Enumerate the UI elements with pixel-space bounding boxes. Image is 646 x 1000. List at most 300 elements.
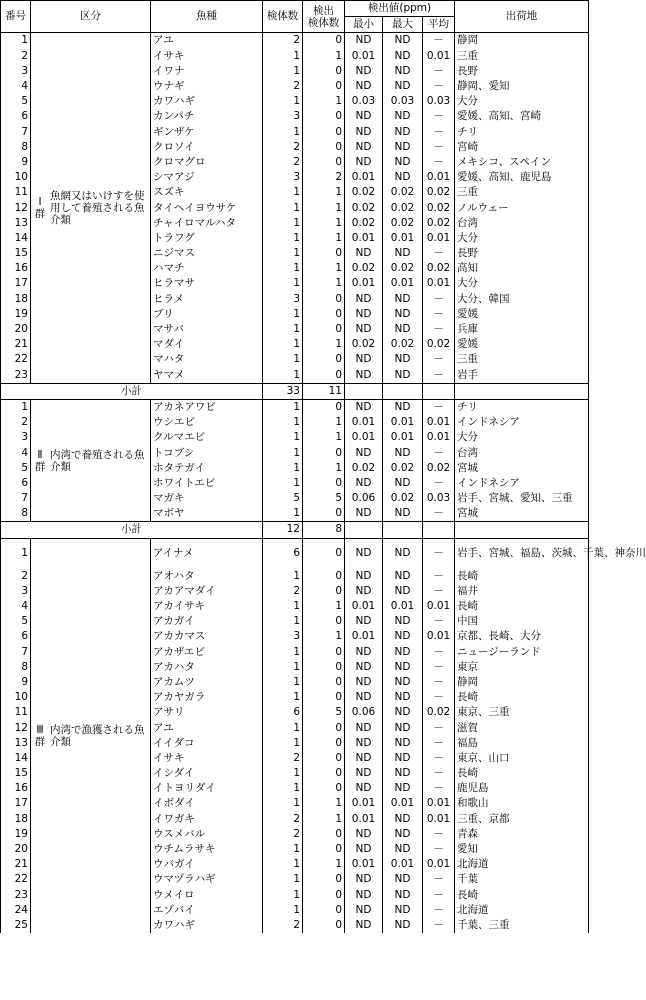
cell-min: 0.02 <box>345 216 383 231</box>
header-tested: 検体数 <box>263 1 303 33</box>
cell-origin: 東京、山口 <box>455 751 589 766</box>
cell-max: ND <box>383 445 423 460</box>
cell-species: トコブシ <box>151 445 263 460</box>
cell-min: ND <box>345 292 383 307</box>
cell-no: 6 <box>1 109 31 124</box>
cell-detected: 0 <box>303 476 345 491</box>
cell-species: スズキ <box>151 185 263 200</box>
cell-tested: 2 <box>263 827 303 842</box>
cell-avg: － <box>423 690 455 705</box>
cell-max: ND <box>383 751 423 766</box>
cell-max: 0.02 <box>383 216 423 231</box>
cell-avg: － <box>423 476 455 491</box>
cell-tested: 1 <box>263 476 303 491</box>
cell-min: 0.02 <box>345 200 383 215</box>
cell-no: 7 <box>1 491 31 506</box>
cell-species: イサキ <box>151 751 263 766</box>
cell-max: ND <box>383 49 423 64</box>
cell-avg: － <box>423 64 455 79</box>
table-body <box>1 33 646 933</box>
cell-tested: 1 <box>263 246 303 261</box>
cell-min: 0.02 <box>345 461 383 476</box>
cell-origin: 三重、京都 <box>455 812 589 827</box>
cell-avg: － <box>423 246 455 261</box>
cell-detected: 1 <box>303 49 345 64</box>
cell-avg: 0.02 <box>423 261 455 276</box>
cell-no: 4 <box>1 599 31 614</box>
cell-tested: 2 <box>263 155 303 170</box>
cell-no: 18 <box>1 292 31 307</box>
cell-species: ウメイロ <box>151 888 263 903</box>
cell-detected: 0 <box>303 720 345 735</box>
cell-detected: 1 <box>303 185 345 200</box>
cell-max: ND <box>383 645 423 660</box>
cell-avg: － <box>423 79 455 94</box>
cell-origin: 静岡 <box>455 33 589 49</box>
group-label-part: Ⅰ <box>38 196 42 209</box>
cell-detected: 0 <box>303 155 345 170</box>
cell-min: ND <box>345 109 383 124</box>
cell-avg: 0.03 <box>423 94 455 109</box>
cell-min: 0.01 <box>345 415 383 430</box>
cell-no: 9 <box>1 675 31 690</box>
cell-origin: インドネシア <box>455 476 589 491</box>
subtotal-tested: 33 <box>263 383 303 399</box>
cell-min: ND <box>345 352 383 367</box>
cell-max: 0.01 <box>383 231 423 246</box>
cell-detected: 0 <box>303 307 345 322</box>
cell-detected: 0 <box>303 246 345 261</box>
cell-avg: － <box>423 766 455 781</box>
cell-detected: 0 <box>303 445 345 460</box>
cell-max: ND <box>383 246 423 261</box>
subtotal-empty <box>383 383 423 399</box>
cell-avg: － <box>423 888 455 903</box>
cell-max: ND <box>383 140 423 155</box>
header-category: 区分 <box>31 1 151 33</box>
cell-species: カワハギ <box>151 918 263 933</box>
cell-origin: 長崎 <box>455 690 589 705</box>
cell-no: 22 <box>1 872 31 887</box>
cell-origin: 福島 <box>455 736 589 751</box>
cell-max: ND <box>383 736 423 751</box>
cell-species: イシダイ <box>151 766 263 781</box>
cell-tested: 1 <box>263 399 303 415</box>
cell-detected: 0 <box>303 584 345 599</box>
cell-avg: 0.02 <box>423 185 455 200</box>
cell-min: ND <box>345 827 383 842</box>
cell-avg: － <box>423 751 455 766</box>
cell-origin: 大分 <box>455 276 589 291</box>
cell-min: ND <box>345 660 383 675</box>
cell-no: 7 <box>1 125 31 140</box>
cell-max: 0.02 <box>383 491 423 506</box>
cell-tested: 1 <box>263 506 303 522</box>
group-description: 内湾で漁獲される魚介類 <box>50 723 145 748</box>
cell-min: ND <box>345 872 383 887</box>
cell-species: カンパチ <box>151 109 263 124</box>
cell-min: ND <box>345 140 383 155</box>
cell-detected: 0 <box>303 292 345 307</box>
cell-no: 9 <box>1 155 31 170</box>
cell-species: アユ <box>151 33 263 49</box>
cell-no: 23 <box>1 368 31 384</box>
cell-tested: 6 <box>263 538 303 569</box>
cell-species: チャイロマルハタ <box>151 216 263 231</box>
cell-tested: 1 <box>263 675 303 690</box>
cell-detected: 0 <box>303 538 345 569</box>
group-description: 魚網又はいけすを使用して養殖される魚介類 <box>50 190 145 227</box>
cell-no: 15 <box>1 246 31 261</box>
cell-max: 0.01 <box>383 430 423 445</box>
cell-origin: 愛媛、高知、宮崎 <box>455 109 589 124</box>
cell-min: 0.01 <box>345 170 383 185</box>
cell-no: 17 <box>1 276 31 291</box>
cell-avg: － <box>423 842 455 857</box>
cell-max: ND <box>383 918 423 933</box>
cell-no: 15 <box>1 766 31 781</box>
cell-no: 8 <box>1 506 31 522</box>
cell-avg: 0.01 <box>423 599 455 614</box>
cell-origin: 長崎 <box>455 766 589 781</box>
cell-species: アカアマダイ <box>151 584 263 599</box>
cell-no: 1 <box>1 399 31 415</box>
cell-species: クロマグロ <box>151 155 263 170</box>
cell-origin: 台湾 <box>455 445 589 460</box>
cell-tested: 1 <box>263 796 303 811</box>
cell-species: アユ <box>151 720 263 735</box>
cell-avg: 0.02 <box>423 200 455 215</box>
cell-species: クロソイ <box>151 140 263 155</box>
cell-origin: 滋賀 <box>455 720 589 735</box>
cell-max: ND <box>383 720 423 735</box>
cell-tested: 1 <box>263 766 303 781</box>
cell-max: ND <box>383 781 423 796</box>
cell-origin: 岩手、宮城、福島、茨城、千葉、神奈川 <box>455 538 589 569</box>
cell-detected: 0 <box>303 660 345 675</box>
subtotal-detected: 11 <box>303 383 345 399</box>
cell-tested: 1 <box>263 461 303 476</box>
cell-min: ND <box>345 445 383 460</box>
cell-detected: 0 <box>303 506 345 522</box>
cell-min: 0.03 <box>345 94 383 109</box>
cell-tested: 1 <box>263 888 303 903</box>
cell-avg: － <box>423 155 455 170</box>
cell-tested: 2 <box>263 812 303 827</box>
cell-species: クルマエビ <box>151 430 263 445</box>
cell-avg: － <box>423 645 455 660</box>
cell-species: アカザエビ <box>151 645 263 660</box>
cell-min: ND <box>345 766 383 781</box>
cell-origin: 長崎 <box>455 599 589 614</box>
cell-min: ND <box>345 781 383 796</box>
cell-no: 23 <box>1 888 31 903</box>
cell-max: ND <box>383 903 423 918</box>
subtotal-label: 小計 <box>1 383 263 399</box>
cell-avg: 0.02 <box>423 337 455 352</box>
cell-max: ND <box>383 538 423 569</box>
cell-origin: メキシコ、スペイン <box>455 155 589 170</box>
subtotal-empty <box>455 383 589 399</box>
group-cell-inner <box>33 724 148 748</box>
cell-min: ND <box>345 155 383 170</box>
cell-avg: － <box>423 307 455 322</box>
cell-detected: 1 <box>303 231 345 246</box>
cell-avg: 0.01 <box>423 415 455 430</box>
cell-species: ハマチ <box>151 261 263 276</box>
cell-no: 3 <box>1 430 31 445</box>
cell-max: ND <box>383 109 423 124</box>
cell-tested: 3 <box>263 629 303 644</box>
cell-origin: 長崎 <box>455 569 589 584</box>
cell-tested: 1 <box>263 231 303 246</box>
cell-no: 1 <box>1 538 31 569</box>
cell-species: シマアジ <box>151 170 263 185</box>
cell-no: 5 <box>1 461 31 476</box>
cell-origin: 大分 <box>455 430 589 445</box>
cell-min: ND <box>345 322 383 337</box>
cell-origin: 長崎 <box>455 888 589 903</box>
cell-detected: 0 <box>303 140 345 155</box>
cell-detected: 0 <box>303 109 345 124</box>
header-no: 番号 <box>1 1 31 33</box>
cell-detected: 0 <box>303 872 345 887</box>
cell-max: ND <box>383 888 423 903</box>
cell-min: ND <box>345 399 383 415</box>
cell-min: ND <box>345 614 383 629</box>
cell-detected: 0 <box>303 368 345 384</box>
cell-max: ND <box>383 155 423 170</box>
cell-origin: 愛媛 <box>455 337 589 352</box>
cell-origin: 宮崎 <box>455 140 589 155</box>
cell-no: 6 <box>1 476 31 491</box>
cell-detected: 1 <box>303 599 345 614</box>
cell-origin: 千葉 <box>455 872 589 887</box>
cell-species: エゾバイ <box>151 903 263 918</box>
cell-origin: 静岡、愛知 <box>455 79 589 94</box>
cell-tested: 1 <box>263 690 303 705</box>
cell-tested: 1 <box>263 614 303 629</box>
cell-max: ND <box>383 170 423 185</box>
cell-no: 4 <box>1 79 31 94</box>
cell-max: ND <box>383 33 423 49</box>
cell-origin: 愛媛 <box>455 307 589 322</box>
subtotal-empty <box>383 522 423 538</box>
group-label-part: Ⅱ <box>37 448 43 461</box>
cell-no: 20 <box>1 322 31 337</box>
cell-detected: 1 <box>303 94 345 109</box>
group-label <box>33 449 47 473</box>
cell-tested: 1 <box>263 720 303 735</box>
subtotal-row <box>1 383 589 399</box>
cell-no: 17 <box>1 796 31 811</box>
subtotal-detected: 8 <box>303 522 345 538</box>
cell-no: 18 <box>1 812 31 827</box>
cell-origin: 長野 <box>455 64 589 79</box>
cell-min: 0.01 <box>345 430 383 445</box>
cell-tested: 1 <box>263 261 303 276</box>
cell-avg: － <box>423 352 455 367</box>
cell-no: 12 <box>1 200 31 215</box>
cell-avg: 0.03 <box>423 491 455 506</box>
cell-detected: 0 <box>303 903 345 918</box>
cell-no: 1 <box>1 33 31 49</box>
cell-no: 2 <box>1 49 31 64</box>
cell-max: ND <box>383 629 423 644</box>
cell-detected: 0 <box>303 888 345 903</box>
cell-max: ND <box>383 872 423 887</box>
cell-detected: 1 <box>303 261 345 276</box>
cell-species: ギンザケ <box>151 125 263 140</box>
cell-min: ND <box>345 675 383 690</box>
cell-no: 3 <box>1 64 31 79</box>
cell-max: ND <box>383 125 423 140</box>
cell-species: マサバ <box>151 322 263 337</box>
cell-tested: 1 <box>263 307 303 322</box>
cell-detected: 1 <box>303 216 345 231</box>
cell-no: 10 <box>1 690 31 705</box>
cell-origin: 京都、長崎、大分 <box>455 629 589 644</box>
cell-max: 0.03 <box>383 94 423 109</box>
cell-no: 2 <box>1 415 31 430</box>
cell-avg: － <box>423 872 455 887</box>
cell-tested: 1 <box>263 64 303 79</box>
cell-species: アカイサキ <box>151 599 263 614</box>
cell-avg: － <box>423 368 455 384</box>
cell-origin: 東京 <box>455 660 589 675</box>
cell-no: 22 <box>1 352 31 367</box>
cell-detected: 0 <box>303 125 345 140</box>
cell-avg: － <box>423 292 455 307</box>
cell-tested: 1 <box>263 322 303 337</box>
group-cell-inner <box>33 449 148 473</box>
cell-detected: 0 <box>303 399 345 415</box>
cell-avg: 0.01 <box>423 430 455 445</box>
cell-avg: － <box>423 399 455 415</box>
cell-origin: 宮城 <box>455 461 589 476</box>
cell-origin: 岩手、宮城、愛知、三重 <box>455 491 589 506</box>
cell-origin: 長野 <box>455 246 589 261</box>
cell-detected: 0 <box>303 79 345 94</box>
cell-origin: 鹿児島 <box>455 781 589 796</box>
group-label-part: 群 <box>34 460 46 473</box>
cell-no: 25 <box>1 918 31 933</box>
cell-species: アイナメ <box>151 538 263 569</box>
cell-detected: 1 <box>303 430 345 445</box>
cell-no: 19 <box>1 307 31 322</box>
cell-no: 7 <box>1 645 31 660</box>
cell-species: マボヤ <box>151 506 263 522</box>
cell-min: ND <box>345 736 383 751</box>
cell-detected: 0 <box>303 569 345 584</box>
header-origin: 出荷地 <box>455 1 589 33</box>
cell-max: ND <box>383 79 423 94</box>
cell-tested: 5 <box>263 491 303 506</box>
cell-min: ND <box>345 888 383 903</box>
cell-min: 0.01 <box>345 629 383 644</box>
cell-min: 0.06 <box>345 705 383 720</box>
cell-no: 8 <box>1 140 31 155</box>
cell-detected: 1 <box>303 200 345 215</box>
cell-species: ヒラマサ <box>151 276 263 291</box>
cell-tested: 1 <box>263 599 303 614</box>
cell-origin: 大分 <box>455 231 589 246</box>
cell-avg: 0.01 <box>423 796 455 811</box>
cell-species: イトヨリダイ <box>151 781 263 796</box>
cell-max: ND <box>383 399 423 415</box>
cell-avg: － <box>423 584 455 599</box>
cell-tested: 1 <box>263 415 303 430</box>
group-label <box>33 724 47 748</box>
cell-origin: 北海道 <box>455 903 589 918</box>
cell-no: 13 <box>1 736 31 751</box>
cell-min: ND <box>345 645 383 660</box>
cell-min: 0.02 <box>345 185 383 200</box>
cell-min: ND <box>345 538 383 569</box>
cell-species: イワナ <box>151 64 263 79</box>
cell-min: ND <box>345 64 383 79</box>
cell-tested: 1 <box>263 781 303 796</box>
cell-avg: 0.01 <box>423 812 455 827</box>
cell-tested: 2 <box>263 79 303 94</box>
cell-tested: 1 <box>263 94 303 109</box>
cell-max: ND <box>383 812 423 827</box>
cell-origin: 福井 <box>455 584 589 599</box>
cell-species: ニジマス <box>151 246 263 261</box>
cell-min: 0.01 <box>345 812 383 827</box>
cell-no: 13 <box>1 216 31 231</box>
cell-max: ND <box>383 292 423 307</box>
cell-min: ND <box>345 476 383 491</box>
cell-no: 6 <box>1 629 31 644</box>
cell-tested: 1 <box>263 645 303 660</box>
table-row <box>1 538 589 569</box>
cell-no: 5 <box>1 614 31 629</box>
cell-max: ND <box>383 827 423 842</box>
subtotal-empty <box>345 383 383 399</box>
group-cell-inner <box>33 190 148 226</box>
header-values: 検出値(ppm) <box>345 1 455 17</box>
cell-avg: － <box>423 675 455 690</box>
cell-no: 4 <box>1 445 31 460</box>
cell-species: イワガキ <box>151 812 263 827</box>
cell-detected: 1 <box>303 812 345 827</box>
cell-tested: 1 <box>263 125 303 140</box>
header-detected-line1: 検出 <box>313 4 334 17</box>
cell-max: ND <box>383 584 423 599</box>
subtotal-empty <box>455 522 589 538</box>
cell-min: ND <box>345 903 383 918</box>
cell-tested: 3 <box>263 109 303 124</box>
cell-max: ND <box>383 675 423 690</box>
cell-species: ブリ <box>151 307 263 322</box>
cell-max: ND <box>383 766 423 781</box>
cell-max: ND <box>383 307 423 322</box>
cell-species: マハタ <box>151 352 263 367</box>
cell-max: ND <box>383 506 423 522</box>
cell-no: 14 <box>1 751 31 766</box>
cell-max: ND <box>383 569 423 584</box>
cell-tested: 1 <box>263 842 303 857</box>
cell-detected: 5 <box>303 491 345 506</box>
cell-species: アカムツ <box>151 675 263 690</box>
cell-tested: 1 <box>263 660 303 675</box>
cell-tested: 2 <box>263 918 303 933</box>
cell-species: アカカマス <box>151 629 263 644</box>
cell-detected: 0 <box>303 766 345 781</box>
cell-max: ND <box>383 660 423 675</box>
cell-tested: 1 <box>263 200 303 215</box>
